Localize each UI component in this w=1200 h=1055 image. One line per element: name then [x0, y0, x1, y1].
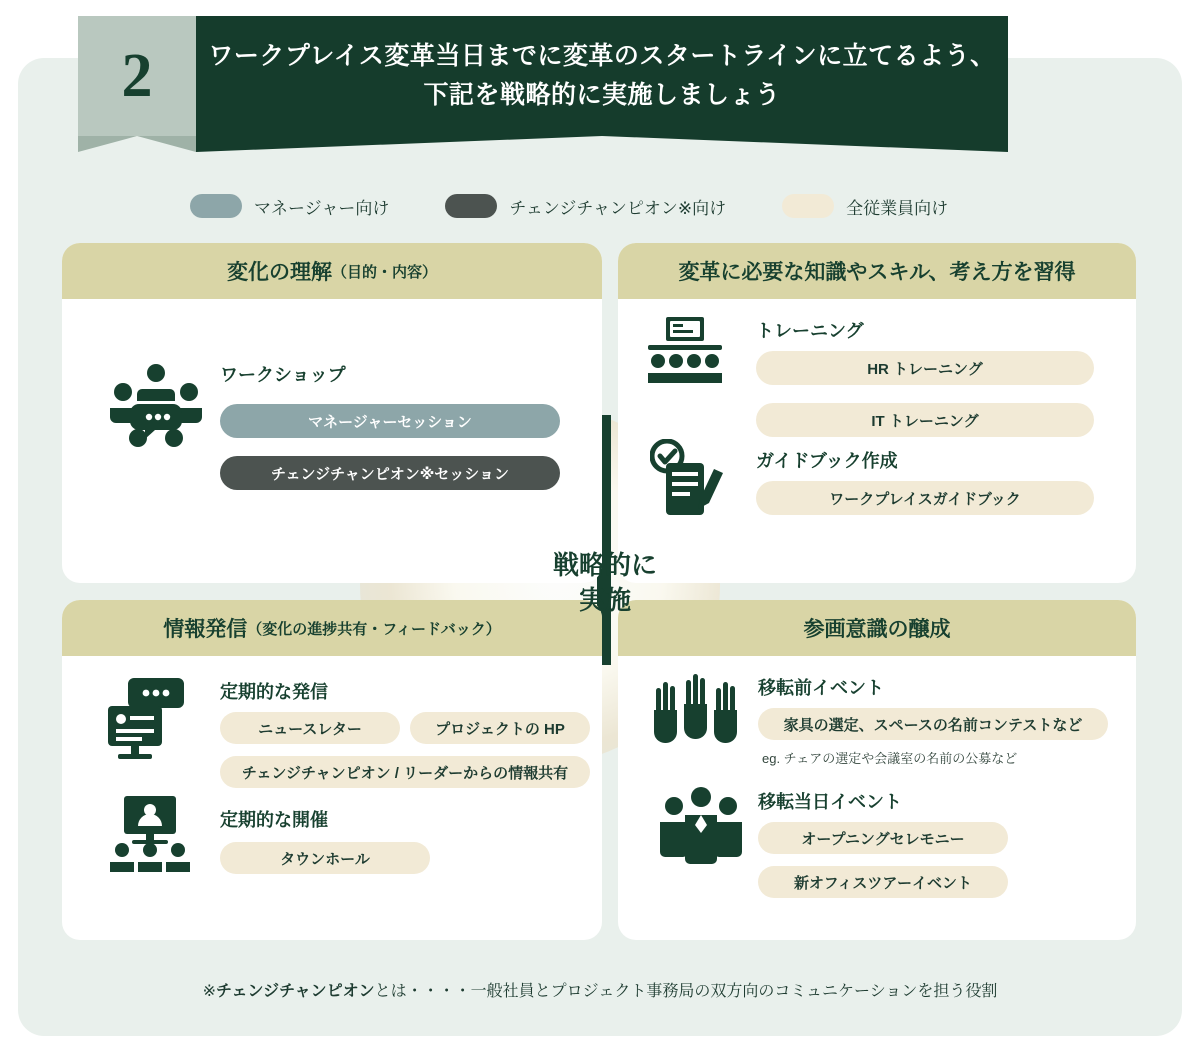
- quadrant-title-main: 変革に必要な知識やスキル、考え方を習得: [678, 261, 1076, 284]
- quadrant-title-main: 参画意識の醸成: [803, 618, 951, 641]
- step-number: 2: [121, 42, 153, 110]
- pill-it-training[interactable]: IT トレーニング: [756, 403, 1094, 437]
- footnote-bold: チェンジチャンピオン: [216, 983, 375, 1000]
- quadrant-title-understanding: [62, 243, 602, 299]
- raised-hands-icon: [650, 674, 742, 757]
- quadrant-body-engagement: [618, 656, 1136, 940]
- legend-label-all: 全従業員向け: [846, 198, 949, 218]
- quadrant-title-sub: （目的・内容）: [331, 263, 437, 281]
- legend-item-manager: [190, 194, 389, 219]
- group-heading-training: トレーニング: [756, 321, 864, 341]
- quadrant-title-skills: [618, 243, 1136, 299]
- pill-town-hall[interactable]: タウンホール: [220, 842, 430, 874]
- header: [78, 16, 1008, 136]
- legend-swatch-manager: [190, 194, 242, 218]
- pill-hr-training[interactable]: HR トレーニング: [756, 351, 1094, 385]
- discussion-group-icon: [108, 359, 204, 456]
- pill-new-office-tour[interactable]: 新オフィスツアーイベント: [758, 866, 1008, 898]
- legend-item-all: [782, 194, 948, 219]
- pill-furniture-naming-contest[interactable]: 家具の選定、スペースの名前コンテストなど: [758, 708, 1108, 740]
- center-label: [480, 548, 730, 618]
- quadrant-body-understanding: [62, 299, 602, 583]
- quadrant-card-communication: [62, 600, 602, 940]
- quadrant-body-skills: [618, 299, 1136, 583]
- center-label-line2: 実施: [578, 585, 631, 616]
- quadrant-card-understanding: [62, 243, 602, 583]
- pill-project-hp[interactable]: プロジェクトの HP: [410, 712, 590, 744]
- pill-manager-session[interactable]: マネージャーセッション: [220, 404, 560, 438]
- legend-label-champion: チェンジチャンピオン※向け: [509, 198, 727, 218]
- step-number-notch: [78, 136, 196, 152]
- footnote-prefix: ※: [202, 983, 217, 1000]
- group-heading-guidebook: ガイドブック作成: [756, 451, 898, 471]
- quadrant-title-main: 変化の理解: [226, 261, 332, 284]
- header-banner-notch: [196, 136, 1008, 152]
- header-banner: [196, 16, 1008, 136]
- monitor-message-icon: [104, 676, 190, 767]
- quadrant-card-engagement: [618, 600, 1136, 940]
- pill-newsletter[interactable]: ニュースレター: [220, 712, 400, 744]
- group-heading-regular-comm: 定期的な発信: [220, 682, 328, 702]
- town-hall-screen-icon: [110, 794, 190, 879]
- group-heading-workshop: ワークショップ: [220, 365, 346, 385]
- group-heading-pre-move-event: 移転前イベント: [758, 678, 884, 698]
- training-presentation-icon: [646, 315, 724, 392]
- pill-champion-leader-sharing[interactable]: チェンジチャンピオン / リーダーからの情報共有: [220, 756, 590, 788]
- checklist-pencil-icon: [650, 439, 726, 524]
- pill-opening-ceremony[interactable]: オープニングセレモニー: [758, 822, 1008, 854]
- center-label-line1: 戦略的に: [552, 550, 657, 580]
- group-heading-regular-events: 定期的な開催: [220, 810, 328, 830]
- step-number-badge: [78, 16, 196, 136]
- pre-move-event-note: eg. チェアの選定や会議室の名前の公募など: [762, 751, 1018, 766]
- footnote-rest: とは・・・・一般社員とプロジェクト事務局の双方向のコミュニケーションを担う役割: [374, 983, 998, 1000]
- page-title: ワークプレイス変革当日までに変革のスタートラインに立てるよう、下記を戦略的に実施しましょう: [208, 42, 996, 109]
- pill-champion-session[interactable]: チェンジチャンピオン※セッション: [220, 456, 560, 490]
- quadrant-title-main: 情報発信: [163, 618, 248, 641]
- quadrant-title-sub: （変化の進捗共有・フィードバック）: [247, 620, 501, 638]
- legend-label-manager: マネージャー向け: [254, 198, 390, 218]
- footnote: [0, 978, 1200, 1001]
- quadrant-body-communication: [62, 656, 602, 940]
- legend-swatch-champion: [445, 194, 497, 218]
- pill-workplace-guidebook[interactable]: ワークプレイスガイドブック: [756, 481, 1094, 515]
- quadrant-card-skills: [618, 243, 1136, 583]
- legend-swatch-all: [782, 194, 834, 218]
- legend-item-champion: [445, 194, 726, 219]
- people-group-icon: [658, 784, 744, 869]
- legend: [190, 188, 1040, 224]
- group-heading-move-day-event: 移転当日イベント: [758, 792, 902, 812]
